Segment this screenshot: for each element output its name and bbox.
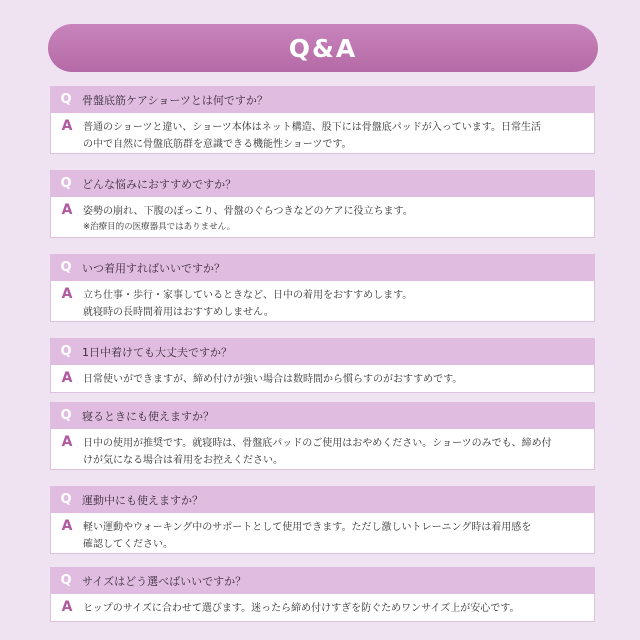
answer-line: 姿勢の崩れ、下腹のぽっこり、骨盤のぐらつきなどのケアに役立ちます。 [83,206,413,217]
question-text: いつ着用すればいいですか？ [82,261,225,275]
question-bar [50,254,595,281]
question-bar [50,486,595,513]
page-title: Q&A [288,33,358,63]
q-marker: Q [60,344,72,359]
a-marker: A [61,202,73,218]
answer-line: 日中の使用が推奨です。就寝時は、骨盤底パッドのご使用はおやめください。ショーツのみでも、締め付 [83,438,552,449]
question-text: どんな悩みにおすすめですか？ [82,177,237,191]
answer-line: けが気になる場合は着用をお控えください。 [83,455,283,466]
answer-box [50,365,595,393]
question-bar [50,402,595,429]
a-marker: A [61,370,73,386]
q-marker: Q [60,176,72,191]
question-bar [50,338,595,365]
question-text: 寝るときにも使えますか？ [82,409,214,423]
question-text: 運動中にも使えますか？ [82,493,203,507]
question-text: サイズはどう選べばいいですか？ [82,574,247,588]
answer-line: 軽い運動やウォーキング中のサポートとして使用できます。ただし激しいトレーニング時は着用感を [83,522,532,533]
question-bar [50,170,595,197]
a-marker: A [61,599,73,615]
q-marker: Q [60,92,72,107]
answer-box [50,594,595,622]
a-marker: A [61,434,73,450]
q-marker: Q [60,260,72,275]
answer-box [50,513,595,554]
answer-note: ※治療目的の医療器具ではありません。 [83,222,236,232]
q-marker: Q [60,573,72,588]
answer-box [50,429,595,470]
question-bar [50,567,595,594]
question-text: 骨盤底筋ケアショーツとは何ですか？ [82,93,268,107]
q-marker: Q [60,492,72,507]
a-marker: A [61,118,73,134]
answer-box [50,281,595,322]
answer-line: ヒップのサイズに合わせて選びます。迷ったら締め付けすぎを防ぐためワンサイズ上が安心です。 [83,603,520,614]
q-marker: Q [60,408,72,423]
question-text: 1日中着けても大丈夫ですか？ [82,345,232,359]
a-marker: A [61,286,73,302]
answer-line: の中で自然に骨盤底筋群を意識できる機能性ショーツです。 [83,139,352,150]
answer-line: 就寝時の長時間着用はおすすめしません。 [83,307,274,318]
answer-line: 普通のショーツと違い、ショーツ本体はネット構造、股下には骨盤底パッドが入っています。日常生活 [83,122,541,133]
title-banner [48,24,598,72]
answer-line: 確認してください。 [83,539,173,550]
a-marker: A [61,518,73,534]
answer-box [50,197,595,238]
question-bar [50,86,595,113]
answer-line: 立ち仕事・歩行・家事しているときなど、日中の着用をおすすめします。 [83,290,413,301]
answer-box [50,113,595,154]
answer-line: 日常使いができますが、締め付けが強い場合は数時間から慣らすのがおすすめです。 [83,374,463,385]
